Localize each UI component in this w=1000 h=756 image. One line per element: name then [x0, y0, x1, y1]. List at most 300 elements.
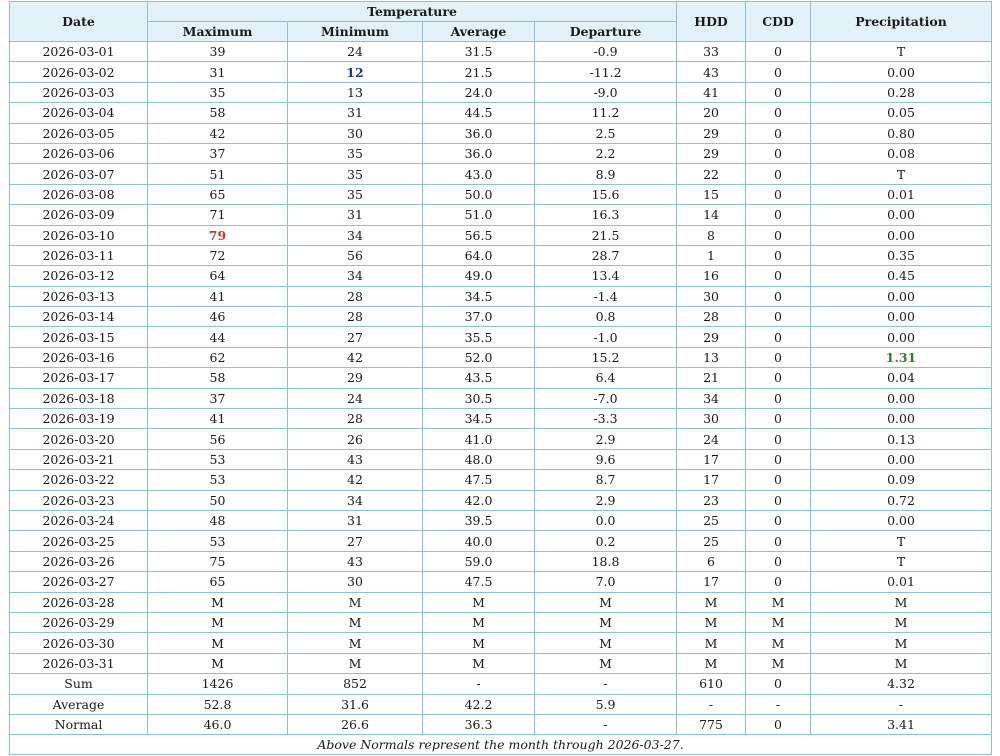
maximum-cell: 65 [148, 572, 288, 592]
hdd-cell: 41 [677, 82, 746, 102]
minimum-cell: 34 [288, 490, 423, 510]
table-row [10, 347, 992, 367]
departure-cell: 11.2 [535, 103, 677, 123]
average-cell: 47.5 [423, 470, 535, 490]
summary-row [10, 674, 992, 694]
hdd-cell: 15 [677, 184, 746, 204]
average-cell: M [423, 653, 535, 673]
departure-cell: 2.9 [535, 429, 677, 449]
cdd-cell: 0 [746, 470, 811, 490]
departure-cell: -1.0 [535, 327, 677, 347]
precipitation-cell: M [811, 592, 992, 612]
average-cell: M [423, 633, 535, 653]
precipitation-cell: 0.28 [811, 82, 992, 102]
summary-label: Normal [10, 714, 148, 734]
departure-cell: M [535, 592, 677, 612]
precipitation-cell: 0.08 [811, 143, 992, 163]
hdd-cell: 29 [677, 123, 746, 143]
maximum-cell: 48 [148, 510, 288, 530]
date-cell: 2026-03-21 [10, 449, 148, 469]
departure-cell: 0.8 [535, 307, 677, 327]
cdd-cell: 0 [746, 42, 811, 62]
date-cell: 2026-03-23 [10, 490, 148, 510]
maximum-cell: M [148, 633, 288, 653]
maximum-cell: 53 [148, 449, 288, 469]
cdd-cell: 0 [746, 225, 811, 245]
maximum-cell: 56 [148, 429, 288, 449]
hdd-cell: M [677, 612, 746, 632]
minimum-cell: 43 [288, 551, 423, 571]
departure-summary-cell: 5.9 [535, 694, 677, 714]
footnote-section [10, 735, 992, 755]
cdd-summary-cell: 0 [746, 714, 811, 734]
date-cell: 2026-03-04 [10, 103, 148, 123]
table-row [10, 551, 992, 571]
cdd-cell: 0 [746, 368, 811, 388]
date-cell: 2026-03-19 [10, 409, 148, 429]
table-row [10, 449, 992, 469]
minimum-cell: 28 [288, 409, 423, 429]
maximum-cell: 62 [148, 347, 288, 367]
departure-cell: 8.9 [535, 164, 677, 184]
table-row [10, 103, 992, 123]
departure-cell: 8.7 [535, 470, 677, 490]
precipitation-cell: 0.09 [811, 470, 992, 490]
average-cell: 30.5 [423, 388, 535, 408]
hdd-cell: 43 [677, 62, 746, 82]
hdd-cell: 8 [677, 225, 746, 245]
maximum-summary-cell: 46.0 [148, 714, 288, 734]
date-cell: 2026-03-02 [10, 62, 148, 82]
date-cell: 2026-03-14 [10, 307, 148, 327]
maximum-cell: 53 [148, 531, 288, 551]
average-cell: M [423, 612, 535, 632]
average-cell: 37.0 [423, 307, 535, 327]
maximum-cell: M [148, 653, 288, 673]
hdd-cell: 21 [677, 368, 746, 388]
average-cell: 24.0 [423, 82, 535, 102]
average-cell: 34.5 [423, 409, 535, 429]
temperature-header: Temperature [148, 2, 677, 22]
hdd-cell: 30 [677, 409, 746, 429]
departure-summary-cell: - [535, 714, 677, 734]
cdd-cell: 0 [746, 205, 811, 225]
departure-cell: M [535, 612, 677, 632]
maximum-summary-cell: 52.8 [148, 694, 288, 714]
cdd-cell: 0 [746, 245, 811, 265]
minimum-cell: M [288, 633, 423, 653]
precipitation-cell: 0.72 [811, 490, 992, 510]
average-cell: 42.0 [423, 490, 535, 510]
summary-label: Sum [10, 674, 148, 694]
maximum-cell: 51 [148, 164, 288, 184]
hdd-cell: M [677, 633, 746, 653]
maximum-cell: 79 [148, 225, 288, 245]
average-cell: 64.0 [423, 245, 535, 265]
cdd-cell: 0 [746, 490, 811, 510]
minimum-cell: 35 [288, 184, 423, 204]
table-row [10, 225, 992, 245]
date-cell: 2026-03-08 [10, 184, 148, 204]
date-cell: 2026-03-25 [10, 531, 148, 551]
cdd-cell: 0 [746, 572, 811, 592]
maximum-cell: 72 [148, 245, 288, 265]
minimum-cell: 31 [288, 205, 423, 225]
minimum-cell: 42 [288, 470, 423, 490]
departure-cell: -0.9 [535, 42, 677, 62]
climate-summary-table [9, 1, 992, 755]
date-cell: 2026-03-15 [10, 327, 148, 347]
average-cell: 35.5 [423, 327, 535, 347]
minimum-cell: 28 [288, 307, 423, 327]
table-row [10, 470, 992, 490]
departure-cell: -1.4 [535, 286, 677, 306]
cdd-cell: 0 [746, 388, 811, 408]
table-row [10, 429, 992, 449]
table-row [10, 62, 992, 82]
average-cell: 41.0 [423, 429, 535, 449]
precipitation-cell: M [811, 612, 992, 632]
average-header: Average [423, 22, 535, 42]
average-cell: 40.0 [423, 531, 535, 551]
date-cell: 2026-03-12 [10, 266, 148, 286]
minimum-cell: 27 [288, 531, 423, 551]
precipitation-cell: 0.00 [811, 62, 992, 82]
table-row [10, 286, 992, 306]
average-cell: 56.5 [423, 225, 535, 245]
maximum-cell: 41 [148, 409, 288, 429]
departure-cell: 13.4 [535, 266, 677, 286]
cdd-cell: 0 [746, 266, 811, 286]
departure-cell: 15.6 [535, 184, 677, 204]
maximum-cell: 37 [148, 143, 288, 163]
precipitation-cell: 0.00 [811, 225, 992, 245]
maximum-cell: 42 [148, 123, 288, 143]
minimum-summary-cell: 31.6 [288, 694, 423, 714]
departure-cell: -7.0 [535, 388, 677, 408]
date-cell: 2026-03-07 [10, 164, 148, 184]
hdd-header: HDD [677, 2, 746, 42]
departure-cell: M [535, 653, 677, 673]
minimum-cell: 29 [288, 368, 423, 388]
table-row [10, 653, 992, 673]
hdd-cell: 20 [677, 103, 746, 123]
minimum-cell: 35 [288, 164, 423, 184]
precipitation-cell: M [811, 653, 992, 673]
table-row [10, 510, 992, 530]
precipitation-summary-cell: - [811, 694, 992, 714]
minimum-cell: 30 [288, 123, 423, 143]
date-header: Date [10, 2, 148, 42]
departure-cell: 15.2 [535, 347, 677, 367]
date-cell: 2026-03-05 [10, 123, 148, 143]
departure-cell: 2.2 [535, 143, 677, 163]
average-cell: 52.0 [423, 347, 535, 367]
maximum-cell: 65 [148, 184, 288, 204]
cdd-cell: 0 [746, 286, 811, 306]
minimum-cell: 34 [288, 225, 423, 245]
date-cell: 2026-03-17 [10, 368, 148, 388]
precipitation-cell: 0.00 [811, 205, 992, 225]
precipitation-summary-cell: 3.41 [811, 714, 992, 734]
hdd-cell: 24 [677, 429, 746, 449]
date-cell: 2026-03-27 [10, 572, 148, 592]
departure-cell: 6.4 [535, 368, 677, 388]
minimum-cell: 24 [288, 388, 423, 408]
table-row [10, 184, 992, 204]
maximum-cell: 58 [148, 368, 288, 388]
maximum-summary-cell: 1426 [148, 674, 288, 694]
precipitation-cell: T [811, 551, 992, 571]
hdd-cell: 33 [677, 42, 746, 62]
hdd-cell: 25 [677, 531, 746, 551]
hdd-cell: 1 [677, 245, 746, 265]
table-row [10, 164, 992, 184]
departure-cell: 7.0 [535, 572, 677, 592]
date-cell: 2026-03-18 [10, 388, 148, 408]
precipitation-cell: 0.00 [811, 327, 992, 347]
summary-label: Average [10, 694, 148, 714]
table-row [10, 368, 992, 388]
date-cell: 2026-03-20 [10, 429, 148, 449]
hdd-cell: 25 [677, 510, 746, 530]
departure-cell: 28.7 [535, 245, 677, 265]
precipitation-cell: 0.00 [811, 510, 992, 530]
precipitation-cell: 0.00 [811, 388, 992, 408]
maximum-cell: 37 [148, 388, 288, 408]
departure-header: Departure [535, 22, 677, 42]
precipitation-cell: 0.00 [811, 286, 992, 306]
cdd-cell: 0 [746, 531, 811, 551]
hdd-cell: 34 [677, 388, 746, 408]
minimum-cell: M [288, 592, 423, 612]
precipitation-cell: 0.00 [811, 449, 992, 469]
table-row [10, 388, 992, 408]
date-cell: 2026-03-26 [10, 551, 148, 571]
date-cell: 2026-03-13 [10, 286, 148, 306]
precipitation-cell: 0.45 [811, 266, 992, 286]
departure-cell: 0.2 [535, 531, 677, 551]
precipitation-cell: 0.00 [811, 409, 992, 429]
maximum-cell: 53 [148, 470, 288, 490]
average-summary-cell: 42.2 [423, 694, 535, 714]
hdd-cell: 29 [677, 143, 746, 163]
precipitation-cell: 0.04 [811, 368, 992, 388]
average-cell: 43.5 [423, 368, 535, 388]
precipitation-cell: T [811, 164, 992, 184]
hdd-cell: 17 [677, 470, 746, 490]
average-cell: 21.5 [423, 62, 535, 82]
hdd-cell: 28 [677, 307, 746, 327]
precipitation-cell: 0.00 [811, 307, 992, 327]
precipitation-cell: 0.80 [811, 123, 992, 143]
hdd-cell: 6 [677, 551, 746, 571]
hdd-cell: 17 [677, 449, 746, 469]
hdd-summary-cell: - [677, 694, 746, 714]
cdd-summary-cell: 0 [746, 674, 811, 694]
average-cell: 36.0 [423, 143, 535, 163]
average-cell: M [423, 592, 535, 612]
table-row [10, 143, 992, 163]
table-row [10, 612, 992, 632]
table-row [10, 572, 992, 592]
minimum-cell: 34 [288, 266, 423, 286]
hdd-cell: M [677, 653, 746, 673]
table-header [10, 2, 992, 42]
departure-cell: M [535, 633, 677, 653]
precipitation-cell: M [811, 633, 992, 653]
precipitation-cell: T [811, 42, 992, 62]
date-cell: 2026-03-01 [10, 42, 148, 62]
average-cell: 47.5 [423, 572, 535, 592]
cdd-cell: 0 [746, 164, 811, 184]
departure-cell: 16.3 [535, 205, 677, 225]
maximum-cell: M [148, 592, 288, 612]
table-row [10, 205, 992, 225]
hdd-cell: 13 [677, 347, 746, 367]
cdd-cell: 0 [746, 307, 811, 327]
maximum-cell: 46 [148, 307, 288, 327]
cdd-cell: 0 [746, 327, 811, 347]
cdd-cell: 0 [746, 123, 811, 143]
departure-cell: -3.3 [535, 409, 677, 429]
date-cell: 2026-03-30 [10, 633, 148, 653]
hdd-cell: 22 [677, 164, 746, 184]
maximum-cell: 39 [148, 42, 288, 62]
date-cell: 2026-03-22 [10, 470, 148, 490]
date-cell: 2026-03-10 [10, 225, 148, 245]
date-cell: 2026-03-11 [10, 245, 148, 265]
hdd-summary-cell: 610 [677, 674, 746, 694]
date-cell: 2026-03-09 [10, 205, 148, 225]
summary-section [10, 674, 992, 735]
cdd-cell: 0 [746, 62, 811, 82]
hdd-cell: 14 [677, 205, 746, 225]
date-cell: 2026-03-06 [10, 143, 148, 163]
precipitation-cell: 0.01 [811, 572, 992, 592]
minimum-summary-cell: 26.6 [288, 714, 423, 734]
date-cell: 2026-03-24 [10, 510, 148, 530]
maximum-cell: 50 [148, 490, 288, 510]
cdd-summary-cell: - [746, 694, 811, 714]
departure-cell: 2.5 [535, 123, 677, 143]
precipitation-cell: 0.35 [811, 245, 992, 265]
average-cell: 49.0 [423, 266, 535, 286]
maximum-cell: 35 [148, 82, 288, 102]
minimum-cell: 35 [288, 143, 423, 163]
minimum-cell: 30 [288, 572, 423, 592]
departure-cell: -9.0 [535, 82, 677, 102]
precipitation-cell: 0.05 [811, 103, 992, 123]
maximum-cell: 75 [148, 551, 288, 571]
maximum-cell: M [148, 612, 288, 632]
cdd-header: CDD [746, 2, 811, 42]
minimum-summary-cell: 852 [288, 674, 423, 694]
cdd-cell: M [746, 633, 811, 653]
maximum-header: Maximum [148, 22, 288, 42]
table-row [10, 592, 992, 612]
precipitation-cell: 1.31 [811, 347, 992, 367]
table-row [10, 409, 992, 429]
cdd-cell: 0 [746, 551, 811, 571]
average-cell: 50.0 [423, 184, 535, 204]
table-row [10, 490, 992, 510]
minimum-cell: 13 [288, 82, 423, 102]
hdd-cell: 30 [677, 286, 746, 306]
average-cell: 59.0 [423, 551, 535, 571]
average-cell: 36.0 [423, 123, 535, 143]
cdd-cell: 0 [746, 82, 811, 102]
minimum-cell: 56 [288, 245, 423, 265]
average-cell: 31.5 [423, 42, 535, 62]
table-row [10, 327, 992, 347]
minimum-cell: 43 [288, 449, 423, 469]
maximum-cell: 71 [148, 205, 288, 225]
average-cell: 51.0 [423, 205, 535, 225]
cdd-cell: 0 [746, 347, 811, 367]
cdd-cell: M [746, 592, 811, 612]
hdd-cell: 23 [677, 490, 746, 510]
table-body [10, 42, 992, 674]
date-cell: 2026-03-29 [10, 612, 148, 632]
hdd-cell: 17 [677, 572, 746, 592]
date-cell: 2026-03-31 [10, 653, 148, 673]
table-row [10, 307, 992, 327]
maximum-cell: 64 [148, 266, 288, 286]
minimum-cell: 28 [288, 286, 423, 306]
minimum-cell: M [288, 653, 423, 673]
precipitation-cell: 0.01 [811, 184, 992, 204]
precipitation-cell: 0.13 [811, 429, 992, 449]
minimum-cell: 31 [288, 103, 423, 123]
hdd-cell: 16 [677, 266, 746, 286]
minimum-cell: 26 [288, 429, 423, 449]
hdd-cell: M [677, 592, 746, 612]
cdd-cell: 0 [746, 103, 811, 123]
average-summary-cell: - [423, 674, 535, 694]
cdd-cell: 0 [746, 449, 811, 469]
cdd-cell: 0 [746, 510, 811, 530]
cdd-cell: M [746, 612, 811, 632]
departure-cell: -11.2 [535, 62, 677, 82]
departure-cell: 9.6 [535, 449, 677, 469]
departure-summary-cell: - [535, 674, 677, 694]
hdd-summary-cell: 775 [677, 714, 746, 734]
precipitation-summary-cell: 4.32 [811, 674, 992, 694]
footnote: Above Normals represent the month through 2026-03-27. [10, 735, 992, 755]
maximum-cell: 31 [148, 62, 288, 82]
cdd-cell: M [746, 653, 811, 673]
date-cell: 2026-03-28 [10, 592, 148, 612]
departure-cell: 18.8 [535, 551, 677, 571]
table-row [10, 266, 992, 286]
minimum-cell: M [288, 612, 423, 632]
table-row [10, 42, 992, 62]
summary-row [10, 714, 992, 734]
average-summary-cell: 36.3 [423, 714, 535, 734]
cdd-cell: 0 [746, 143, 811, 163]
summary-row [10, 694, 992, 714]
minimum-cell: 12 [288, 62, 423, 82]
hdd-cell: 29 [677, 327, 746, 347]
average-cell: 39.5 [423, 510, 535, 530]
cdd-cell: 0 [746, 409, 811, 429]
precipitation-cell: T [811, 531, 992, 551]
table-row [10, 245, 992, 265]
departure-cell: 2.9 [535, 490, 677, 510]
precipitation-header: Precipitation [811, 2, 992, 42]
table-row [10, 633, 992, 653]
